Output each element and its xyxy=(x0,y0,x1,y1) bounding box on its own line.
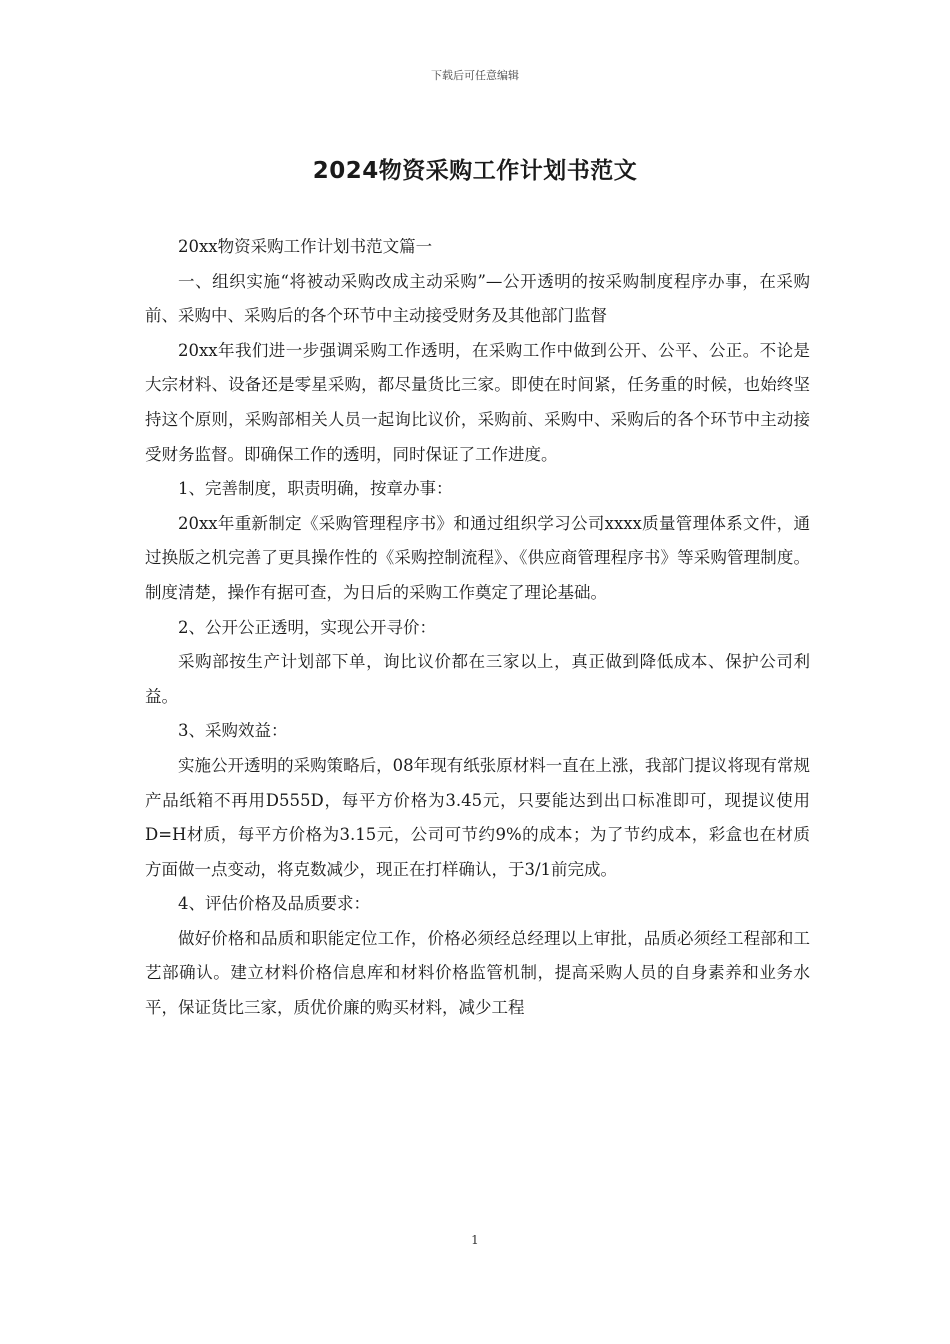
paragraph: 1、完善制度，职责明确，按章办事： xyxy=(178,479,453,499)
paragraph: 采购部按生产计划部下单，询比议价都在三家以上，真正做到降低成本、保护公司利益。 xyxy=(145,652,810,706)
paragraph: 20xx年我们进一步强调采购工作透明，在采购工作中做到公开、公平、公正。不论是大宗材料、设备还是零星采购，都尽量货比三家。即使在时间紧，任务重的时候，也始终坚持这个原则，采购部相关人员一起询比议价，采购前、采购中、采购后的各个环节中主动接受财务监督。即确保工作的透明，同时保证了工作进度。 xyxy=(145,340,810,464)
paragraph: 4、评估价格及品质要求： xyxy=(178,894,370,914)
paragraph: 20xx年重新制定《采购管理程序书》和通过组织学习公司xxxx质量管理体系文件，通过换版之机完善了更具操作性的《采购控制流程》、《供应商管理程序书》等采购管理制度。制度清楚，操作有据可查，为日后的采购工作奠定了理论基础。 xyxy=(145,513,810,602)
document-body xyxy=(145,230,810,1026)
page-header: 下载后可任意编辑 xyxy=(431,69,519,82)
paragraph: 一、组织实施“将被动采购改成主动采购”—公开透明的按采购制度程序办事，在采购前、采购中、采购后的各个环节中主动接受财务及其他部门监督 xyxy=(145,271,810,326)
paragraph: 做好价格和品质和职能定位工作，价格必须经总经理以上审批，品质必须经工程部和工艺部确认。建立材料价格信息库和材料价格监管机制，提高采购人员的自身素养和业务水平，保证货比三家，质优价廉的购买材料，减少工程 xyxy=(145,928,810,1018)
paragraph: 20xx物资采购工作计划书范文篇一 xyxy=(178,237,433,256)
paragraph: 3、采购效益： xyxy=(178,721,288,741)
paragraph: 实施公开透明的采购策略后，08年现有纸张原材料一直在上涨，我部门提议将现有常规产品纸箱不再用D555D，每平方价格为3.45元，只要能达到出口标准即可，现提议使用D=H材质，每平方价格为3.15元，公司可节约9%的成本；为了节约成本，彩盒也在材质方面做一点变动，将克数减少，现正在打样确认，于3/1前完成。 xyxy=(145,755,810,879)
page-number: 1 xyxy=(471,1233,479,1247)
document-title: 2024物资采购工作计划书范文 xyxy=(312,158,638,184)
paragraph: 2、公开公正透明，实现公开寻价： xyxy=(178,617,436,637)
